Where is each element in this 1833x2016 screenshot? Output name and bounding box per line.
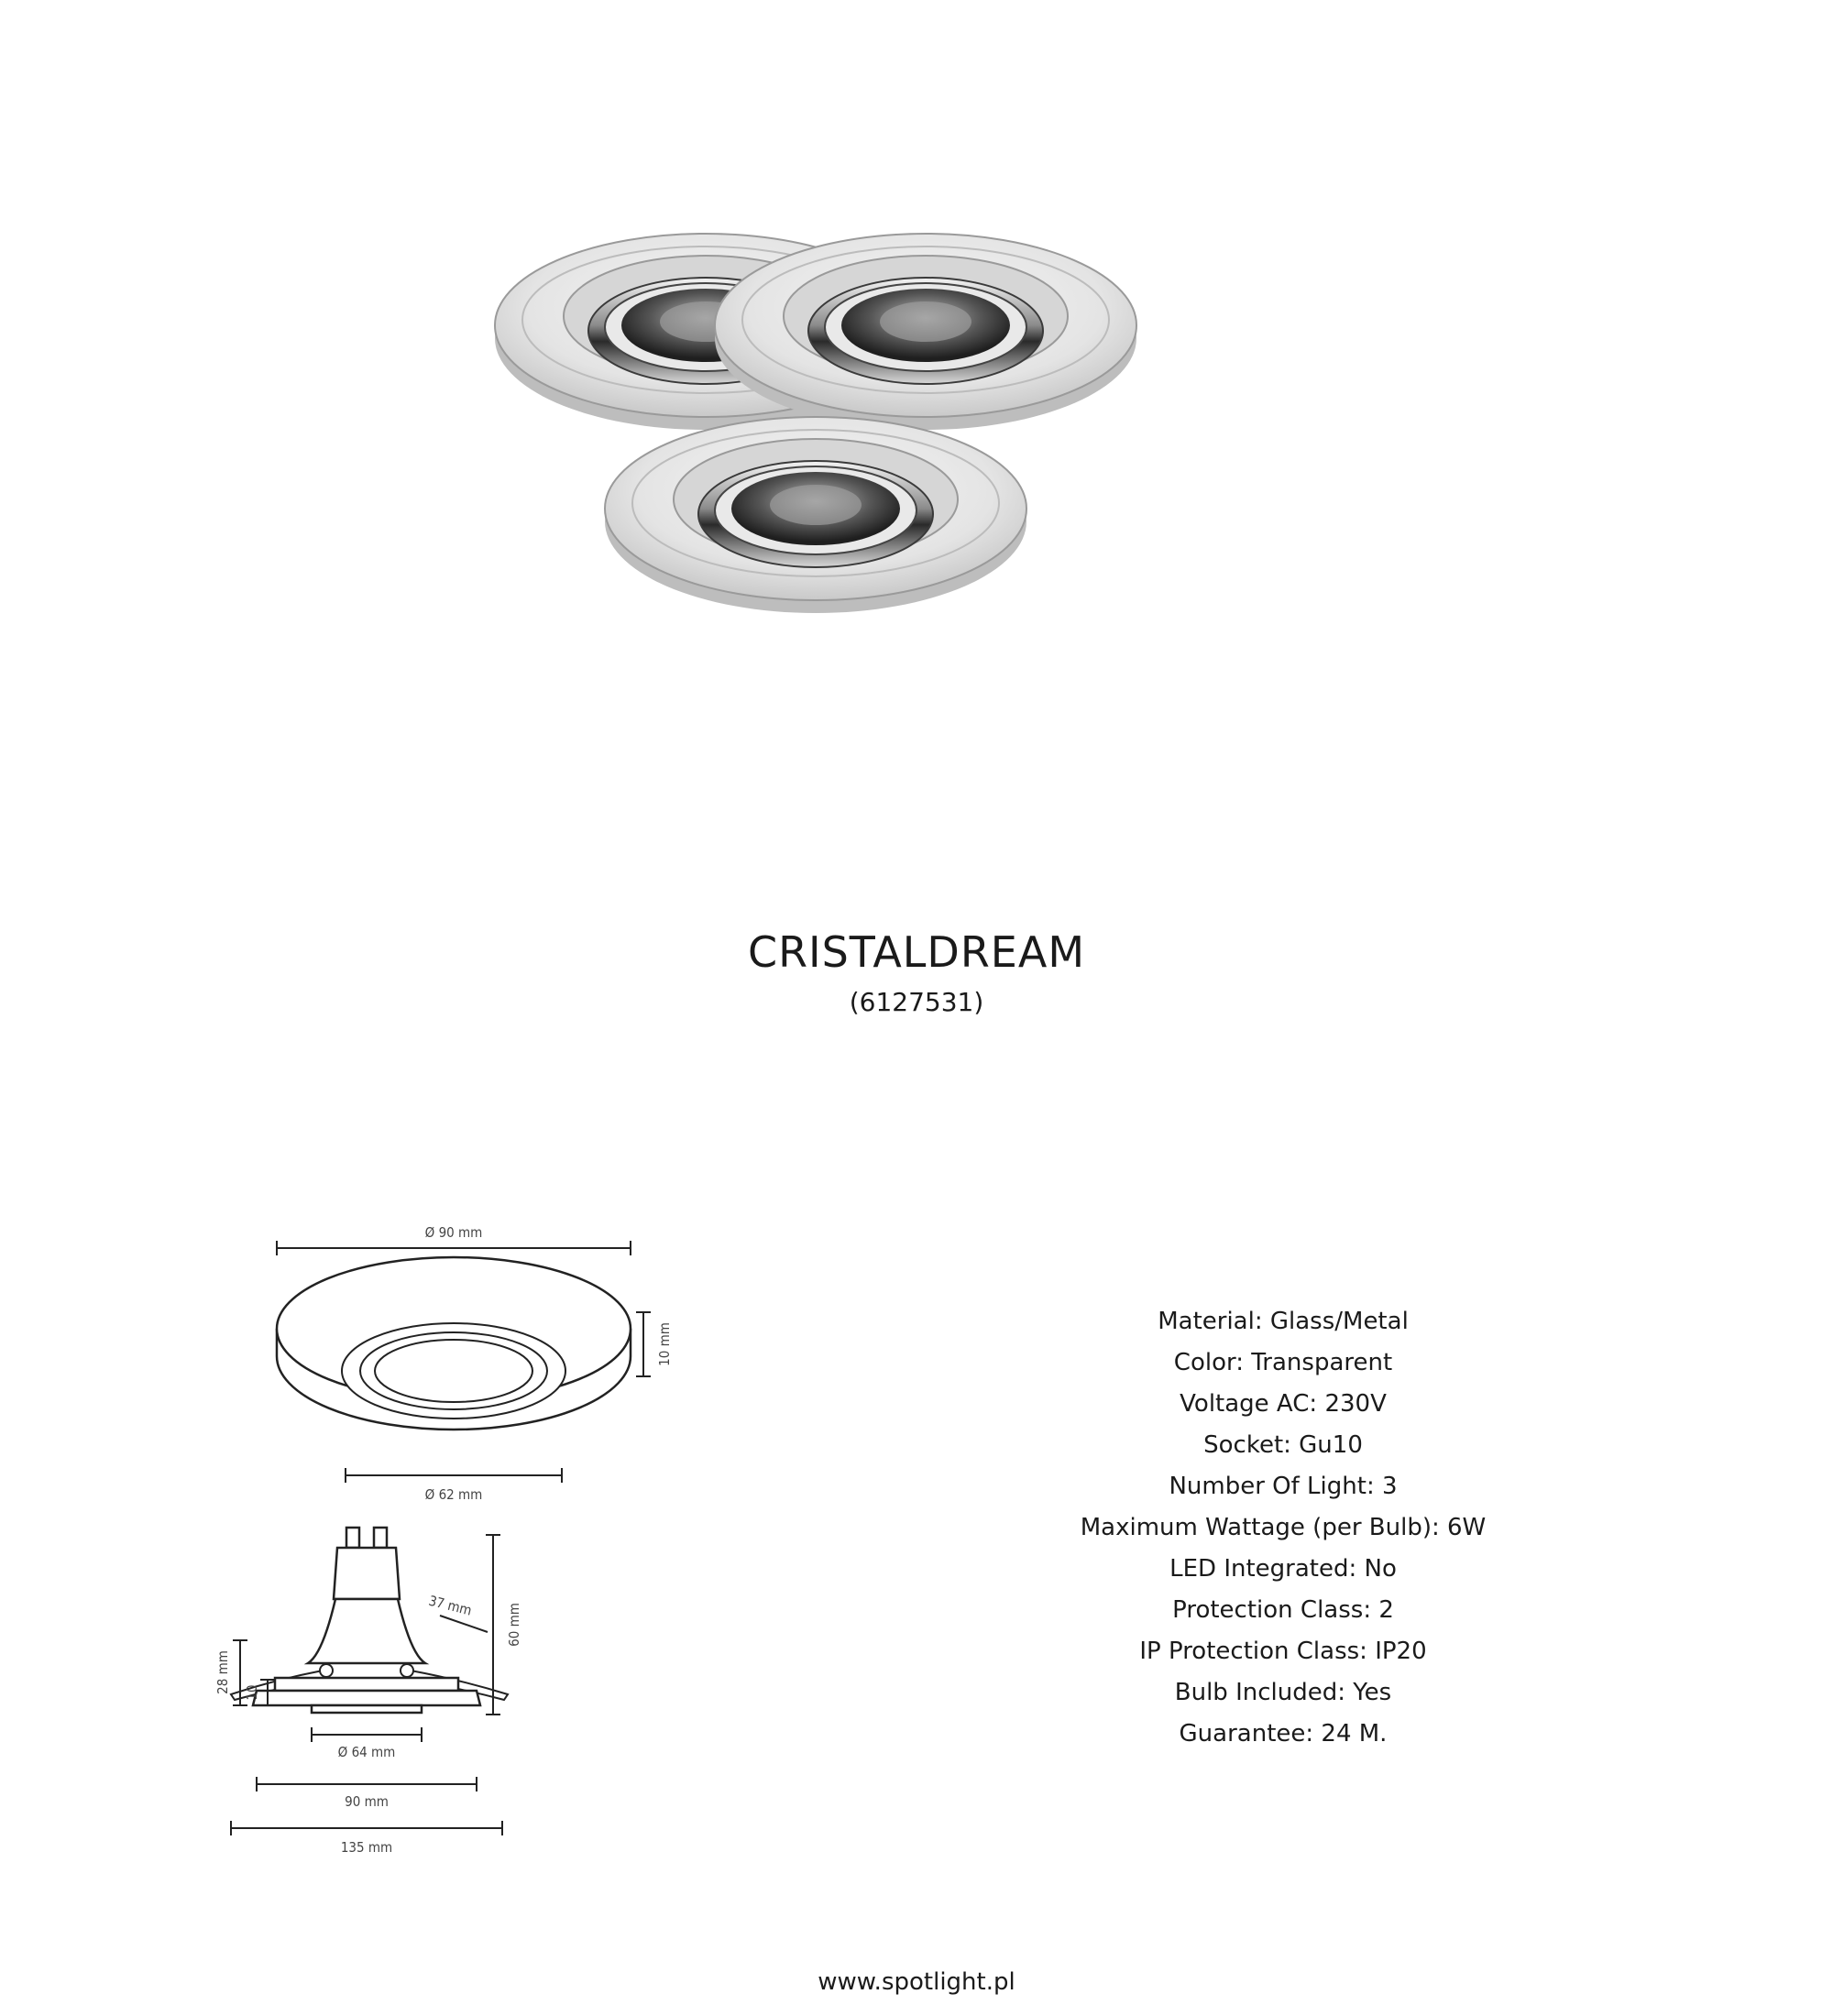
spec-protection-class: Protection Class: 2 bbox=[1172, 1596, 1394, 1624]
footer-website-link[interactable]: www.spotlight.pl bbox=[818, 1968, 1015, 1996]
label-outer-diameter: Ø 90 mm bbox=[424, 1224, 483, 1241]
label-overall-width: 135 mm bbox=[340, 1839, 393, 1856]
fixture-outline-top bbox=[277, 1257, 631, 1430]
spec-max-wattage: Maximum Wattage (per Bulb): 6W bbox=[1080, 1514, 1487, 1541]
technical-drawing-top-view bbox=[220, 1200, 715, 1503]
product-photo bbox=[477, 220, 1136, 696]
spec-ip-protection: IP Protection Class: IP20 bbox=[1139, 1638, 1427, 1665]
label-cutout-diameter: Ø 64 mm bbox=[337, 1744, 396, 1760]
specifications-list bbox=[971, 1301, 1595, 1755]
product-name: CRISTALDREAM bbox=[747, 927, 1086, 977]
label-rim: 10 bbox=[244, 1684, 260, 1701]
downlight-bottom bbox=[605, 417, 1026, 613]
product-title-block bbox=[0, 926, 1833, 1021]
spec-number-of-light: Number Of Light: 3 bbox=[1169, 1473, 1398, 1500]
spec-color: Color: Transparent bbox=[1173, 1349, 1393, 1376]
technical-drawing-side-view bbox=[214, 1517, 715, 1856]
label-height: 10 mm bbox=[656, 1322, 673, 1366]
spec-guarantee: Guarantee: 24 M. bbox=[1179, 1720, 1388, 1748]
product-code: (6127531) bbox=[849, 987, 984, 1017]
dimension-line-spring bbox=[440, 1616, 488, 1632]
fixture-outline-side bbox=[231, 1528, 508, 1713]
spec-bulb-included: Bulb Included: Yes bbox=[1174, 1679, 1392, 1706]
spec-material: Material: Glass/Metal bbox=[1158, 1308, 1409, 1335]
label-depth: 28 mm bbox=[214, 1650, 231, 1694]
label-spring-length: 37 mm bbox=[426, 1592, 474, 1619]
spec-voltage: Voltage AC: 230V bbox=[1180, 1390, 1387, 1418]
spec-socket: Socket: Gu10 bbox=[1203, 1431, 1363, 1459]
downlight-top-right bbox=[715, 234, 1136, 430]
label-inner-diameter: Ø 62 mm bbox=[424, 1486, 483, 1503]
label-body-width: 90 mm bbox=[345, 1793, 389, 1810]
label-total-height: 60 mm bbox=[506, 1603, 522, 1647]
spec-led-integrated: LED Integrated: No bbox=[1169, 1555, 1397, 1583]
